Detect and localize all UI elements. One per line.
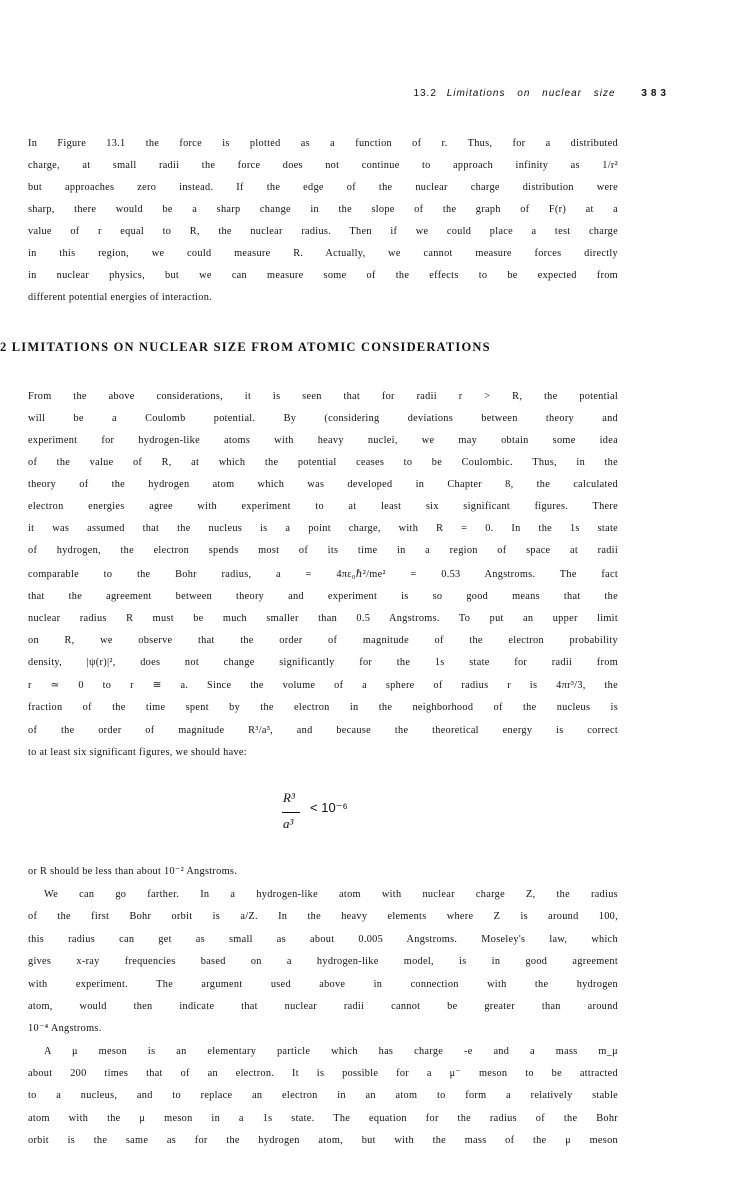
text-line: of hydrogen, the electron spends most of its time in a region of space at radii (28, 545, 618, 556)
text-line: of the first Bohr orbit is a/Z. In the heavy elements where Z is around 100, (28, 911, 618, 922)
equation-rhs-value: 10⁻⁶ (321, 800, 348, 815)
text-line: about 200 times that of an electron. It is possible for a μ⁻ meson to be attracted (28, 1068, 618, 1079)
text-line: fraction of the time spent by the electron in the neighborhood of the nucleus is (28, 702, 618, 713)
text-line: to at least six significant figures, we should have: (28, 747, 247, 758)
text-line: From the above considerations, it is seen that for radii r > R, the potential (28, 391, 618, 402)
text-line: of the value of R, at which the potential ceases to be Coulombic. Thus, in the (28, 457, 618, 468)
text-line: charge, at small radii the force does not continue to approach infinity as 1/r² (28, 160, 618, 171)
text-line: or R should be less than about 10⁻² Angstroms. (28, 866, 238, 877)
text-line: density, |ψ(r)|², does not change significantly for the 1s state for radii from (28, 657, 618, 668)
text-line: r ≃ 0 to r ≅ a. Since the volume of a sphere of radius r is 4πr³/3, the (28, 680, 618, 691)
text-line: orbit is the same as for the hydrogen atom, but with the mass of the μ meson (28, 1135, 618, 1146)
text-line: with experiment. The argument used above in connection with the hydrogen (28, 979, 618, 990)
header-title: Limitations on nuclear size (446, 88, 616, 99)
text-line: in nuclear physics, but we can measure some of the effects to be expected from (28, 270, 618, 281)
text-line: We can go farther. In a hydrogen-like atom with nuclear charge Z, the radius (44, 889, 618, 900)
text-line: it was assumed that the nucleus is a point charge, with R = 0. In the 1s state (28, 523, 618, 534)
text-line: but approaches zero instead. If the edge of the nuclear charge distribution were (28, 182, 618, 193)
equation-right-side (310, 800, 348, 816)
equation-relation: < (310, 800, 318, 815)
text-line: A μ meson is an elementary particle which has charge -e and a mass m_μ (44, 1046, 618, 1057)
text-line: to a nucleus, and to replace an electron in an atom to form a relatively stable (28, 1090, 618, 1101)
text-line: in this region, we could measure R. Actually, we cannot measure forces directly (28, 248, 618, 259)
text-line: sharp, there would be a sharp change in the slope of the graph of F(r) at a (28, 204, 618, 215)
text-line: nuclear radius R must be much smaller than 0.5 Angstroms. To put an upper limit (28, 613, 618, 624)
text-line: on R, we observe that the order of magnitude of the electron probability (28, 635, 618, 646)
text-line: experiment for hydrogen-like atoms with heavy nuclei, we may obtain some idea (28, 435, 618, 446)
text-line: value of r equal to R, the nuclear radius. Then if we could place a test charge (28, 226, 618, 237)
text-line: different potential energies of interaction. (28, 292, 213, 303)
running-header (413, 88, 670, 99)
text-line: that the agreement between theory and experiment is so good means that the (28, 591, 618, 602)
text-line: electron energies agree with experiment to at least six significant figures. There (28, 501, 618, 512)
text-line: 10⁻⁴ Angstroms. (28, 1023, 102, 1034)
text-line: comparable to the Bohr radius, a = 4πε₀ℏ²/me² = 0.53 Angstroms. The fact (28, 569, 618, 580)
text-line: this radius can get as small as about 0.005 Angstroms. Moseley's law, which (28, 934, 618, 945)
header-section-number: 13.2 (413, 88, 437, 99)
text-line: theory of the hydrogen atom which was developed in Chapter 8, the calculated (28, 479, 618, 490)
display-equation (280, 788, 370, 836)
text-line: gives x-ray frequencies based on a hydrogen-like model, is in good agreement (28, 956, 618, 967)
text-line: In Figure 13.1 the force is plotted as a function of r. Thus, for a distributed (28, 138, 618, 149)
section-heading: 2 LIMITATIONS ON NUCLEAR SIZE FROM ATOMIC CONSIDERATIONS (0, 340, 491, 354)
text-line: atom, would then indicate that nuclear radii cannot be greater than around (28, 1001, 618, 1012)
text-line: of the order of magnitude R³/a³, and because the theoretical energy is correct (28, 725, 618, 736)
equation-numerator: R³ (283, 790, 295, 805)
equation-denominator: a³ (283, 816, 294, 831)
page-number: 383 (641, 88, 670, 99)
text-line: atom with the μ meson in a 1s state. The equation for the radius of the Bohr (28, 1113, 618, 1124)
fraction-bar (282, 812, 300, 813)
text-line: will be a Coulomb potential. By (considering deviations between theory and (28, 413, 618, 424)
